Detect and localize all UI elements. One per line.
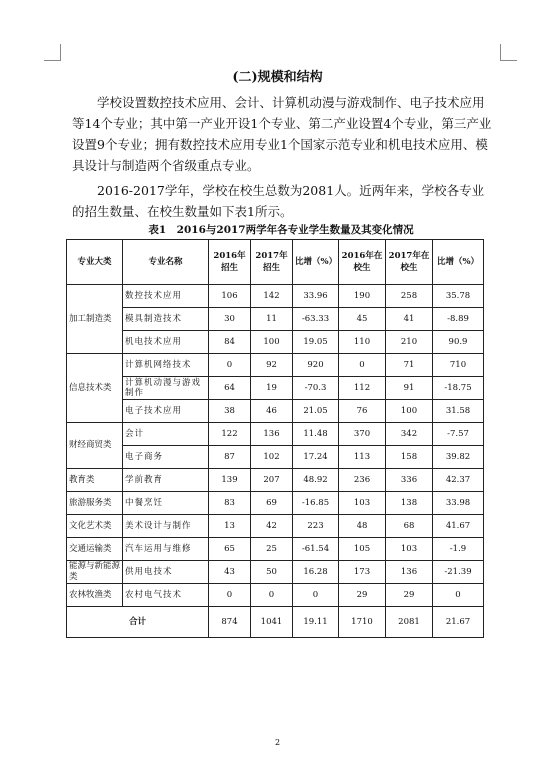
header-category: 专业大类 — [67, 240, 123, 285]
value-cell: -70.3 — [293, 377, 339, 400]
value-cell: 84 — [209, 331, 251, 354]
category-cell: 加工制造类 — [67, 285, 123, 354]
major-name-cell: 学前教育 — [123, 469, 209, 492]
value-cell: 29 — [339, 584, 386, 607]
value-cell: 102 — [251, 446, 293, 469]
value-cell: 19 — [251, 377, 293, 400]
value-cell: 920 — [293, 354, 339, 377]
major-name-cell: 农村电气技术 — [123, 584, 209, 607]
value-cell: 139 — [209, 469, 251, 492]
value-cell: 110 — [339, 331, 386, 354]
value-cell: 35.78 — [433, 285, 484, 308]
value-cell: 100 — [251, 331, 293, 354]
value-cell: 106 — [209, 285, 251, 308]
value-cell: 138 — [386, 492, 433, 515]
majors-table — [66, 239, 484, 638]
total-value-cell: 19.11 — [293, 607, 339, 638]
header-major: 专业名称 — [123, 240, 209, 285]
value-cell: -16.85 — [293, 492, 339, 515]
value-cell: 92 — [251, 354, 293, 377]
value-cell: 91 — [386, 377, 433, 400]
major-name-cell: 电子技术应用 — [123, 400, 209, 423]
table-row — [67, 515, 484, 538]
total-row — [67, 607, 484, 638]
table-row — [67, 423, 484, 446]
value-cell: 103 — [339, 492, 386, 515]
value-cell: 236 — [339, 469, 386, 492]
value-cell: 142 — [251, 285, 293, 308]
major-name-cell: 会计 — [123, 423, 209, 446]
value-cell: 25 — [251, 538, 293, 561]
table-row — [67, 584, 484, 607]
category-cell: 农林牧渔类 — [67, 584, 123, 607]
value-cell: -61.54 — [293, 538, 339, 561]
value-cell: 50 — [251, 561, 293, 584]
value-cell: 33.96 — [293, 285, 339, 308]
category-cell: 信息技术类 — [67, 354, 123, 423]
table-row — [67, 538, 484, 561]
value-cell: 16.28 — [293, 561, 339, 584]
table-row — [67, 285, 484, 308]
category-cell: 财经商贸类 — [67, 423, 123, 469]
value-cell: 87 — [209, 446, 251, 469]
category-cell: 能源与新能源类 — [67, 561, 123, 584]
value-cell: 30 — [209, 308, 251, 331]
table-header-row — [67, 240, 484, 285]
value-cell: 29 — [386, 584, 433, 607]
value-cell: 68 — [386, 515, 433, 538]
table-row — [67, 377, 484, 400]
table-caption: 表1 2016与2017两学年各专业学生数量及其变化情况 — [148, 224, 414, 236]
value-cell: 0 — [293, 584, 339, 607]
total-value-cell: 2081 — [386, 607, 433, 638]
value-cell: 11 — [251, 308, 293, 331]
value-cell: 210 — [386, 331, 433, 354]
value-cell: 122 — [209, 423, 251, 446]
major-name-cell: 中餐烹饪 — [123, 492, 209, 515]
total-label: 合计 — [67, 607, 209, 638]
value-cell: 0 — [209, 354, 251, 377]
value-cell: 0 — [251, 584, 293, 607]
total-value-cell: 21.67 — [433, 607, 484, 638]
value-cell: 31.58 — [433, 400, 484, 423]
table-row — [67, 331, 484, 354]
value-cell: 258 — [386, 285, 433, 308]
value-cell: 113 — [339, 446, 386, 469]
value-cell: 42 — [251, 515, 293, 538]
value-cell: 11.48 — [293, 423, 339, 446]
category-cell: 旅游服务类 — [67, 492, 123, 515]
value-cell: 76 — [339, 400, 386, 423]
value-cell: 336 — [386, 469, 433, 492]
value-cell: 69 — [251, 492, 293, 515]
value-cell: 13 — [209, 515, 251, 538]
value-cell: 43 — [209, 561, 251, 584]
value-cell: 45 — [339, 308, 386, 331]
major-name-cell: 计算机动漫与游戏制作 — [123, 377, 209, 400]
value-cell: 370 — [339, 423, 386, 446]
value-cell: 38 — [209, 400, 251, 423]
major-name-cell: 汽车运用与维修 — [123, 538, 209, 561]
value-cell: 112 — [339, 377, 386, 400]
value-cell: 41 — [386, 308, 433, 331]
table-row — [67, 446, 484, 469]
major-name-cell: 数控技术应用 — [123, 285, 209, 308]
value-cell: 42.37 — [433, 469, 484, 492]
value-cell: -7.57 — [433, 423, 484, 446]
paragraph-majors: 学校设置数控技术应用、会计、计算机动漫与游戏制作、电子技术应用等14个专业；其中第一产业开设1个专业、第二产业设置4个专业，第三产业设置9个专业；拥有数控技术应用专业1个国家示范专业和机电技术应用、模具设计与制造两个省级重点专业。 — [72, 95, 492, 173]
value-cell: 71 — [386, 354, 433, 377]
value-cell: 158 — [386, 446, 433, 469]
page-number: 2 — [274, 738, 281, 747]
value-cell: 190 — [339, 285, 386, 308]
value-cell: 17.24 — [293, 446, 339, 469]
value-cell: 39.82 — [433, 446, 484, 469]
major-name-cell: 美术设计与制作 — [123, 515, 209, 538]
header-2017-enrolled: 2017年在校生 — [386, 240, 433, 285]
value-cell: 105 — [339, 538, 386, 561]
total-value-cell: 1041 — [251, 607, 293, 638]
table-row — [67, 354, 484, 377]
value-cell: 136 — [251, 423, 293, 446]
value-cell: -63.33 — [293, 308, 339, 331]
header-2017-admissions: 2017年招生 — [251, 240, 293, 285]
value-cell: 207 — [251, 469, 293, 492]
value-cell: 342 — [386, 423, 433, 446]
value-cell: 103 — [386, 538, 433, 561]
value-cell: 0 — [339, 354, 386, 377]
value-cell: 83 — [209, 492, 251, 515]
value-cell: 48 — [339, 515, 386, 538]
value-cell: 223 — [293, 515, 339, 538]
value-cell: 46 — [251, 400, 293, 423]
value-cell: 33.98 — [433, 492, 484, 515]
header-2016-enrolled: 2016年在校生 — [339, 240, 386, 285]
category-cell: 教育类 — [67, 469, 123, 492]
value-cell: 21.05 — [293, 400, 339, 423]
value-cell: 41.67 — [433, 515, 484, 538]
value-cell: -1.9 — [433, 538, 484, 561]
value-cell: 0 — [433, 584, 484, 607]
value-cell: 19.05 — [293, 331, 339, 354]
value-cell: 48.92 — [293, 469, 339, 492]
total-value-cell: 1710 — [339, 607, 386, 638]
crop-mark-top-left — [44, 44, 61, 61]
value-cell: 65 — [209, 538, 251, 561]
paragraph-enrollment: 2016-2017学年，学校在校生总数为2081人。近两年来，学校各专业的招生数量、在校生数量如下表1所示。 — [72, 183, 485, 219]
crop-mark-top-right — [500, 44, 517, 61]
value-cell: 100 — [386, 400, 433, 423]
header-enrolled-growth: 比增（%） — [433, 240, 484, 285]
section-heading: (二)规模和结构 — [232, 70, 323, 85]
major-name-cell: 模具制造技术 — [123, 308, 209, 331]
category-cell: 交通运输类 — [67, 538, 123, 561]
major-name-cell: 机电技术应用 — [123, 331, 209, 354]
value-cell: 90.9 — [433, 331, 484, 354]
total-value-cell: 874 — [209, 607, 251, 638]
value-cell: 173 — [339, 561, 386, 584]
value-cell: -18.75 — [433, 377, 484, 400]
header-admissions-growth: 比增（%） — [293, 240, 339, 285]
value-cell: -21.39 — [433, 561, 484, 584]
table-row — [67, 561, 484, 584]
table-row — [67, 492, 484, 515]
value-cell: 710 — [433, 354, 484, 377]
value-cell: 136 — [386, 561, 433, 584]
table-row — [67, 400, 484, 423]
category-cell: 文化艺术类 — [67, 515, 123, 538]
major-name-cell: 供用电技术 — [123, 561, 209, 584]
table-row — [67, 469, 484, 492]
header-2016-admissions: 2016年招生 — [209, 240, 251, 285]
value-cell: -8.89 — [433, 308, 484, 331]
major-name-cell: 电子商务 — [123, 446, 209, 469]
major-name-cell: 计算机网络技术 — [123, 354, 209, 377]
table-row — [67, 308, 484, 331]
value-cell: 64 — [209, 377, 251, 400]
value-cell: 0 — [209, 584, 251, 607]
